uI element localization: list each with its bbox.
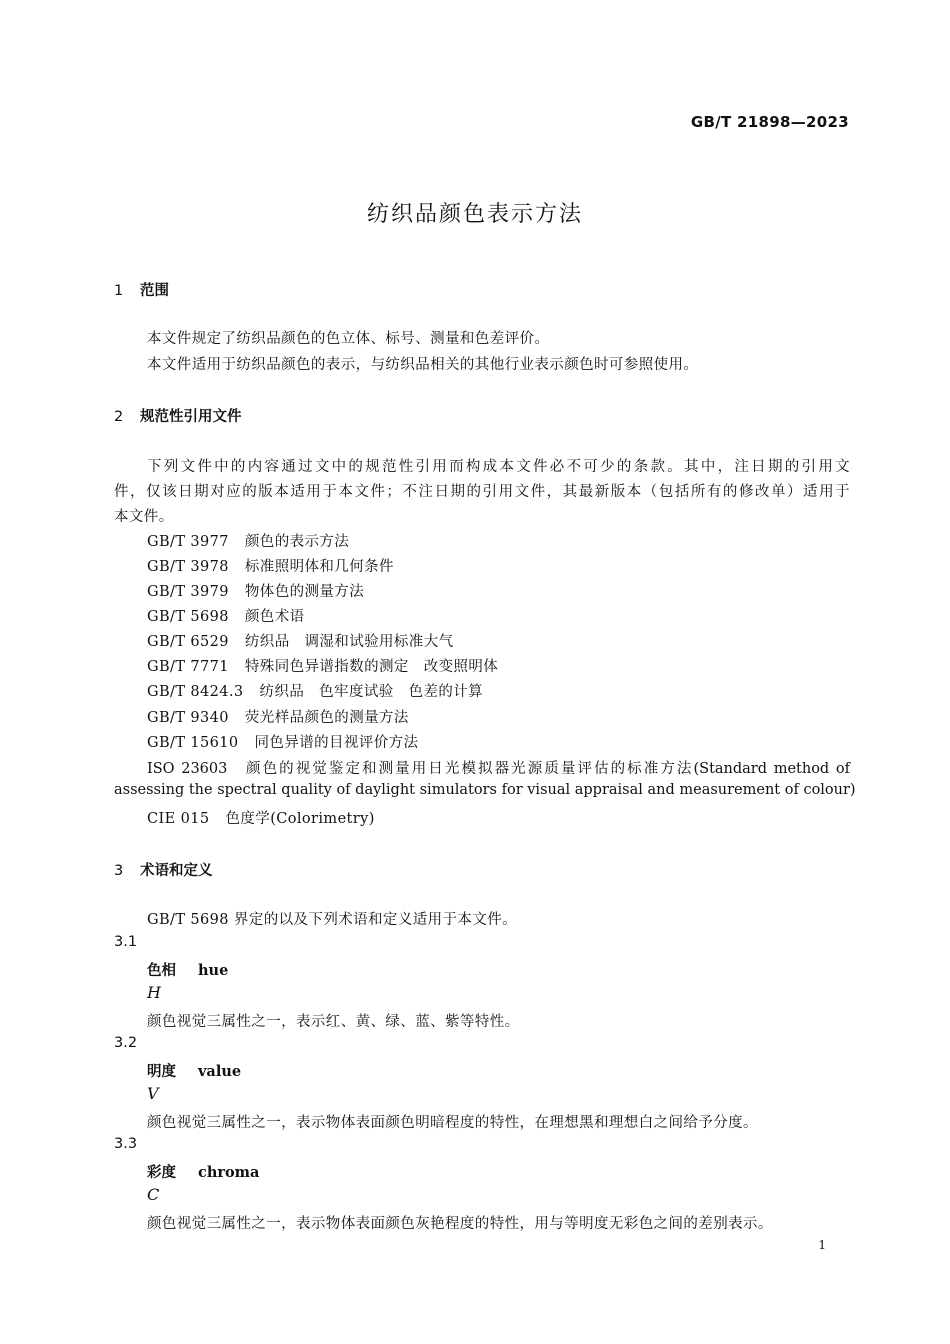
- term-zh: 彩度: [147, 1165, 176, 1181]
- term-symbol: C: [147, 1185, 160, 1204]
- section-title: 术语和定义: [140, 863, 213, 879]
- reference-item: [147, 530, 349, 551]
- section-heading-scope: [114, 279, 169, 300]
- term-definition: 颜色视觉三属性之一，表示红、黄、绿、蓝、紫等特性。: [147, 1014, 520, 1030]
- term-definition: 颜色视觉三属性之一，表示物体表面颜色灰艳程度的特性，用与等明度无彩色之间的差别表示。: [147, 1216, 773, 1232]
- term-zh: 色相: [147, 963, 176, 979]
- section-title: 规范性引用文件: [140, 409, 242, 425]
- term-heading: [147, 1161, 259, 1182]
- reference-title: 颜色术语: [244, 609, 305, 625]
- reference-code: GB/T 7771: [147, 659, 229, 675]
- reference-item: [147, 630, 454, 651]
- page-number: 1: [818, 1238, 826, 1252]
- clause-number: 3.2: [114, 1035, 138, 1051]
- reference-code: GB/T 3978: [147, 559, 229, 575]
- scope-paragraph-2: 本文件适用于纺织品颜色的表示，与纺织品相关的其他行业表示颜色时可参照使用。: [147, 357, 699, 373]
- clause-number: 3.1: [114, 934, 138, 950]
- reference-title: 纺织品 色牢度试验 色差的计算: [259, 684, 484, 700]
- term-heading: [147, 1060, 241, 1081]
- section-heading-terms-and-definitions: [114, 859, 213, 880]
- reference-code: GB/T 15610: [147, 735, 239, 751]
- reference-code: CIE 015: [147, 811, 210, 827]
- iso-reference-line-2: assessing the spectral quality of daylight simulators for visual appraisal and measurement of colour): [114, 782, 856, 798]
- term-en: hue: [198, 962, 229, 979]
- reference-title: 特殊同色异谱指数的测定 改变照明体: [244, 659, 499, 675]
- term-heading: [147, 959, 228, 980]
- reference-title: 同色异谱的目视评价方法: [254, 735, 419, 751]
- terms-intro: GB/T 5698 界定的以及下列术语和定义适用于本文件。: [147, 912, 518, 928]
- iso-reference-line-1: ISO 23603 颜色的视觉鉴定和测量用日光模拟器光源质量评估的标准方法(Standard method of: [147, 761, 850, 777]
- references-intro-line-1: 下列文件中的内容通过文中的规范性引用而构成本文件必不可少的条款。其中，注日期的引用文: [147, 459, 850, 475]
- term-definition: 颜色视觉三属性之一，表示物体表面颜色明暗程度的特性，在理想黑和理想白之间给予分度。: [147, 1115, 758, 1131]
- reference-title: 纺织品 调湿和试验用标准大气: [244, 634, 454, 650]
- reference-code: GB/T 3979: [147, 584, 229, 600]
- section-heading-normative-references: [114, 405, 242, 426]
- scope-paragraph-1: 本文件规定了纺织品颜色的色立体、标号、测量和色差评价。: [147, 331, 550, 347]
- term-en: chroma: [198, 1164, 260, 1181]
- reference-item: [147, 731, 418, 752]
- section-title: 范围: [140, 283, 169, 299]
- document-title: 纺织品颜色表示方法: [366, 202, 583, 227]
- reference-code: GB/T 9340: [147, 710, 229, 726]
- term-symbol: V: [147, 1084, 159, 1103]
- term-symbol: H: [147, 983, 161, 1002]
- reference-item: [147, 605, 305, 626]
- reference-item: [147, 655, 498, 676]
- reference-code: GB/T 5698: [147, 609, 229, 625]
- clause-number: 3.3: [114, 1136, 138, 1152]
- references-intro-line-2: 件，仅该日期对应的版本适用于本文件；不注日期的引用文件，其最新版本（包括所有的修改单）适用于: [114, 484, 850, 500]
- section-number: 2: [114, 409, 124, 425]
- reference-title: 色度学(Colorimetry): [225, 811, 375, 827]
- term-en: value: [198, 1063, 242, 1080]
- reference-title: 荧光样品颜色的测量方法: [244, 710, 409, 726]
- section-number: 1: [114, 283, 124, 299]
- reference-title: 物体色的测量方法: [244, 584, 365, 600]
- reference-item: [147, 580, 364, 601]
- standard-number: GB/T 21898—2023: [690, 113, 849, 131]
- term-zh: 明度: [147, 1064, 176, 1080]
- reference-item: [147, 706, 409, 727]
- reference-code: GB/T 3977: [147, 534, 229, 550]
- reference-title: 颜色的表示方法: [244, 534, 350, 550]
- reference-item: [147, 807, 375, 828]
- section-number: 3: [114, 863, 124, 879]
- reference-code: GB/T 6529: [147, 634, 229, 650]
- reference-item: [147, 555, 394, 576]
- reference-code: GB/T 8424.3: [147, 684, 244, 700]
- reference-item: [147, 680, 483, 701]
- reference-title: 标准照明体和几何条件: [244, 559, 394, 575]
- references-intro-line-3: 本文件。: [114, 509, 174, 525]
